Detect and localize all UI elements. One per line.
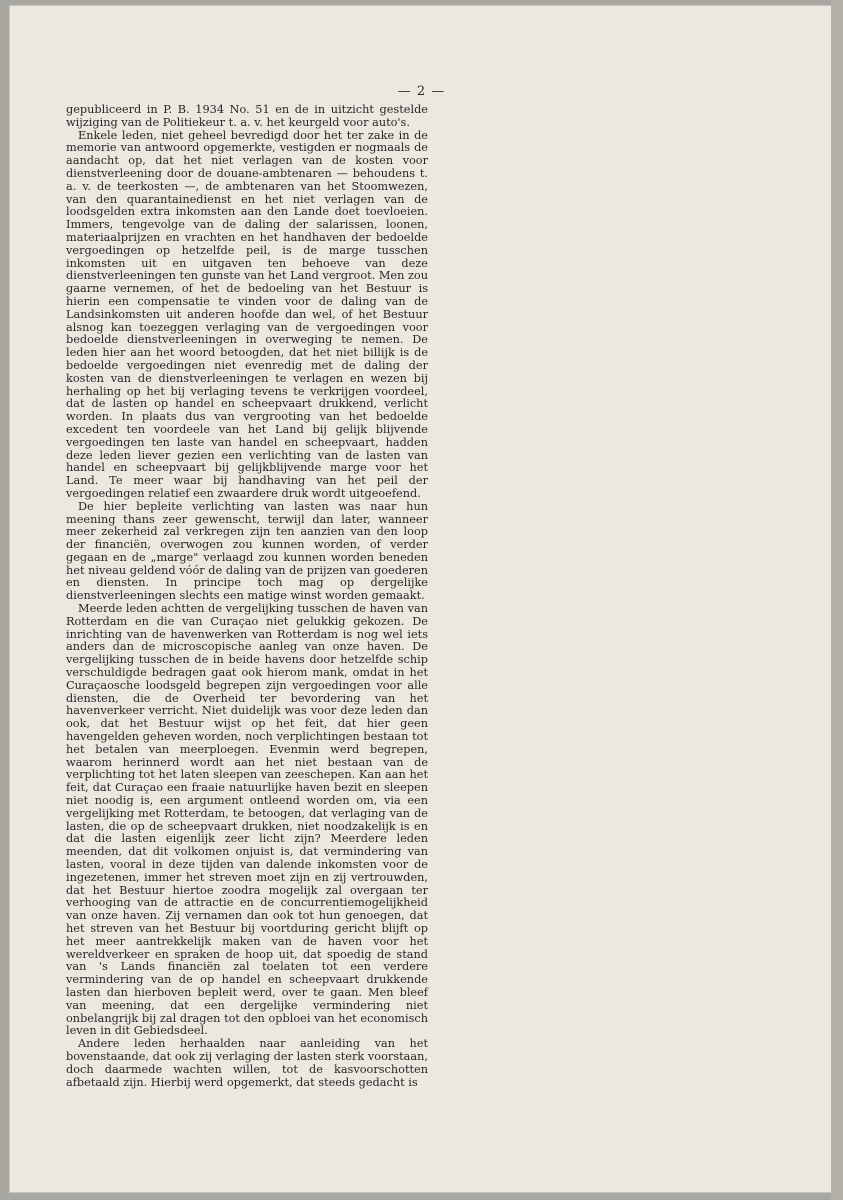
paragraph: Enkele leden, niet geheel bevredigd door het ter zake in de memorie van antwoord opgemerkte, vestigden er nogmaals de aandacht op, dat het niet verlagen van de kosten voor dienstverleening door de douane-ambtenaren — behoudens t. a. v. de teerkosten —, de ambtenaren van het Stoomwezen, van den quarantainedienst en het niet verlagen van de loodsgelden extra inkomsten aan den Lande doet toevloeien. Immers, tengevolge van de daling der salarissen, loonen, materiaalprijzen en vrachten en het handhaven der bedoelde vergoedingen op hetzelfde peil, is de marge tusschen inkomsten uit en uitgaven ten behoeve van deze dienstverleeningen ten gunste van het Land vergroot. Men zou gaarne vernemen, of het de bedoeling van het Bestuur is hierin een compensatie te vinden voor de daling van de Landsinkomsten uit anderen hoofde dan wel, of het Bestuur alsnog kan toezeggen verlaging van de vergoedingen voor bedoelde dienstverleeningen in overweging te nemen. De leden hier aan het woord betoogden, dat het niet billijk is de bedoelde vergoedingen niet evenredig met de daling der kosten van de dienstverleeningen te verlagen en wezen bij herhaling op het bij verlaging tevens te verkrijgen voordeel, dat de lasten op handel en scheepvaart drukkend, verlicht worden. In plaats dus van vergrooting van het bedoelde excedent ten voordeele van het Land bij gelijk blijvende vergoedingen ten laste van handel en scheepvaart, hadden deze leden liever gezien een verlichting van de lasten van handel en scheepvaart bij gelijkblijvende marge voor het Land. Te meer waar bij handhaving van het peil der vergoedingen relatief een zwaardere druk wordt uitgeoefend. (66, 128, 429, 500)
paragraph: gepubliceerd in P. B. 1934 No. 51 en de in uitzicht gestelde wijziging van de Politiekeur t. a. v. het keurgeld voor auto's. (66, 103, 428, 129)
paragraph: De hier bepleite verlichting van lasten was naar hun meening thans zeer gewenscht, terwijl dan later, wanneer meer zekerheid zal verkregen zijn ten aanzien van den loop der financiën, overwogen zou kunnen worden, of verder gegaan en de „marge" verlaagd zou kunnen worden beneden het niveau geldend vóór de daling van de prijzen van goederen en diensten. In principe toch mag op dergelijke dienstverleeningen slechts een matige winst worden gemaakt. (66, 499, 428, 603)
body-text (66, 104, 428, 1089)
page-number: — 2 — (397, 84, 446, 99)
scan-edge (831, 0, 843, 1200)
paragraph: Andere leden herhaalden naar aanleiding van het bovenstaande, dat ook zij verlaging der lasten sterk voorstaan, doch daarmede wachten willen, tot de kasvoorschotten afbetaald zijn. Hierbij werd opgemerkt, dat steeds gedacht is (66, 1037, 428, 1089)
paragraph: Meerde leden achtten de vergelijking tusschen de haven van Rotterdam en die van Curaçao niet gelukkig gekozen. De inrichting van de havenwerken van Rotterdam is nog wel iets anders dan de microscopische aanleg van onze haven. De vergelijking tusschen de in beide havens door hetzelfde schip verschuldigde bedragen gaat ook hierom mank, omdat in het Curaçaosche loodsgeld begrepen zijn vergoedingen voor alle diensten, die de Overheid ter bevordering van het havenverkeer verricht. Niet duidelijk was voor deze leden dan ook, dat het Bestuur wijst op het feit, dat hier geen havengelden geheven worden, noch verplichtingen bestaan tot het betalen van meerploegen. Evenmin werd begrepen, waarom herinnerd wordt aan het niet bestaan van de verplichting tot het laten sleepen van zeeschepen. Kan aan het feit, dat Curaçao een fraaie natuurlijke haven bezit en sleepen niet noodig is, een argument ontleend worden om, via een vergelijking met Rotterdam, te betoogen, dat verlaging van de lasten, die op de scheepvaart drukken, niet noodzakelijk is en dat die lasten eigenlijk zeer licht zijn? Meerdere leden meenden, dat dit volkomen onjuist is, dat vermindering van lasten, vooral in deze tijden van dalende inkomsten voor de ingezetenen, immer het streven moet zijn en zij vertrouwden, dat het Bestuur hiertoe zoodra mogelijk zal overgaan ter verhooging van de attractie en de concurrentiemogelijkheid van onze haven. Zij vernamen dan ook tot hun genoegen, dat het streven van het Bestuur bij voortduring gericht blijft op het meer aantrekkelijk maken van de haven voor het wereldverkeer en spraken de hoop uit, dat spoedig de stand van 's Lands financiën zal toelaten tot een verdere vermindering van de op handel en scheepvaart drukkende lasten dan hierboven bepleit werd, over te gaan. Men bleef van meening, dat een dergelijke vermindering niet onbelangrijk bij zal dragen tot den opbloei van het economisch leven in dit Gebiedsdeel. (66, 602, 428, 1038)
